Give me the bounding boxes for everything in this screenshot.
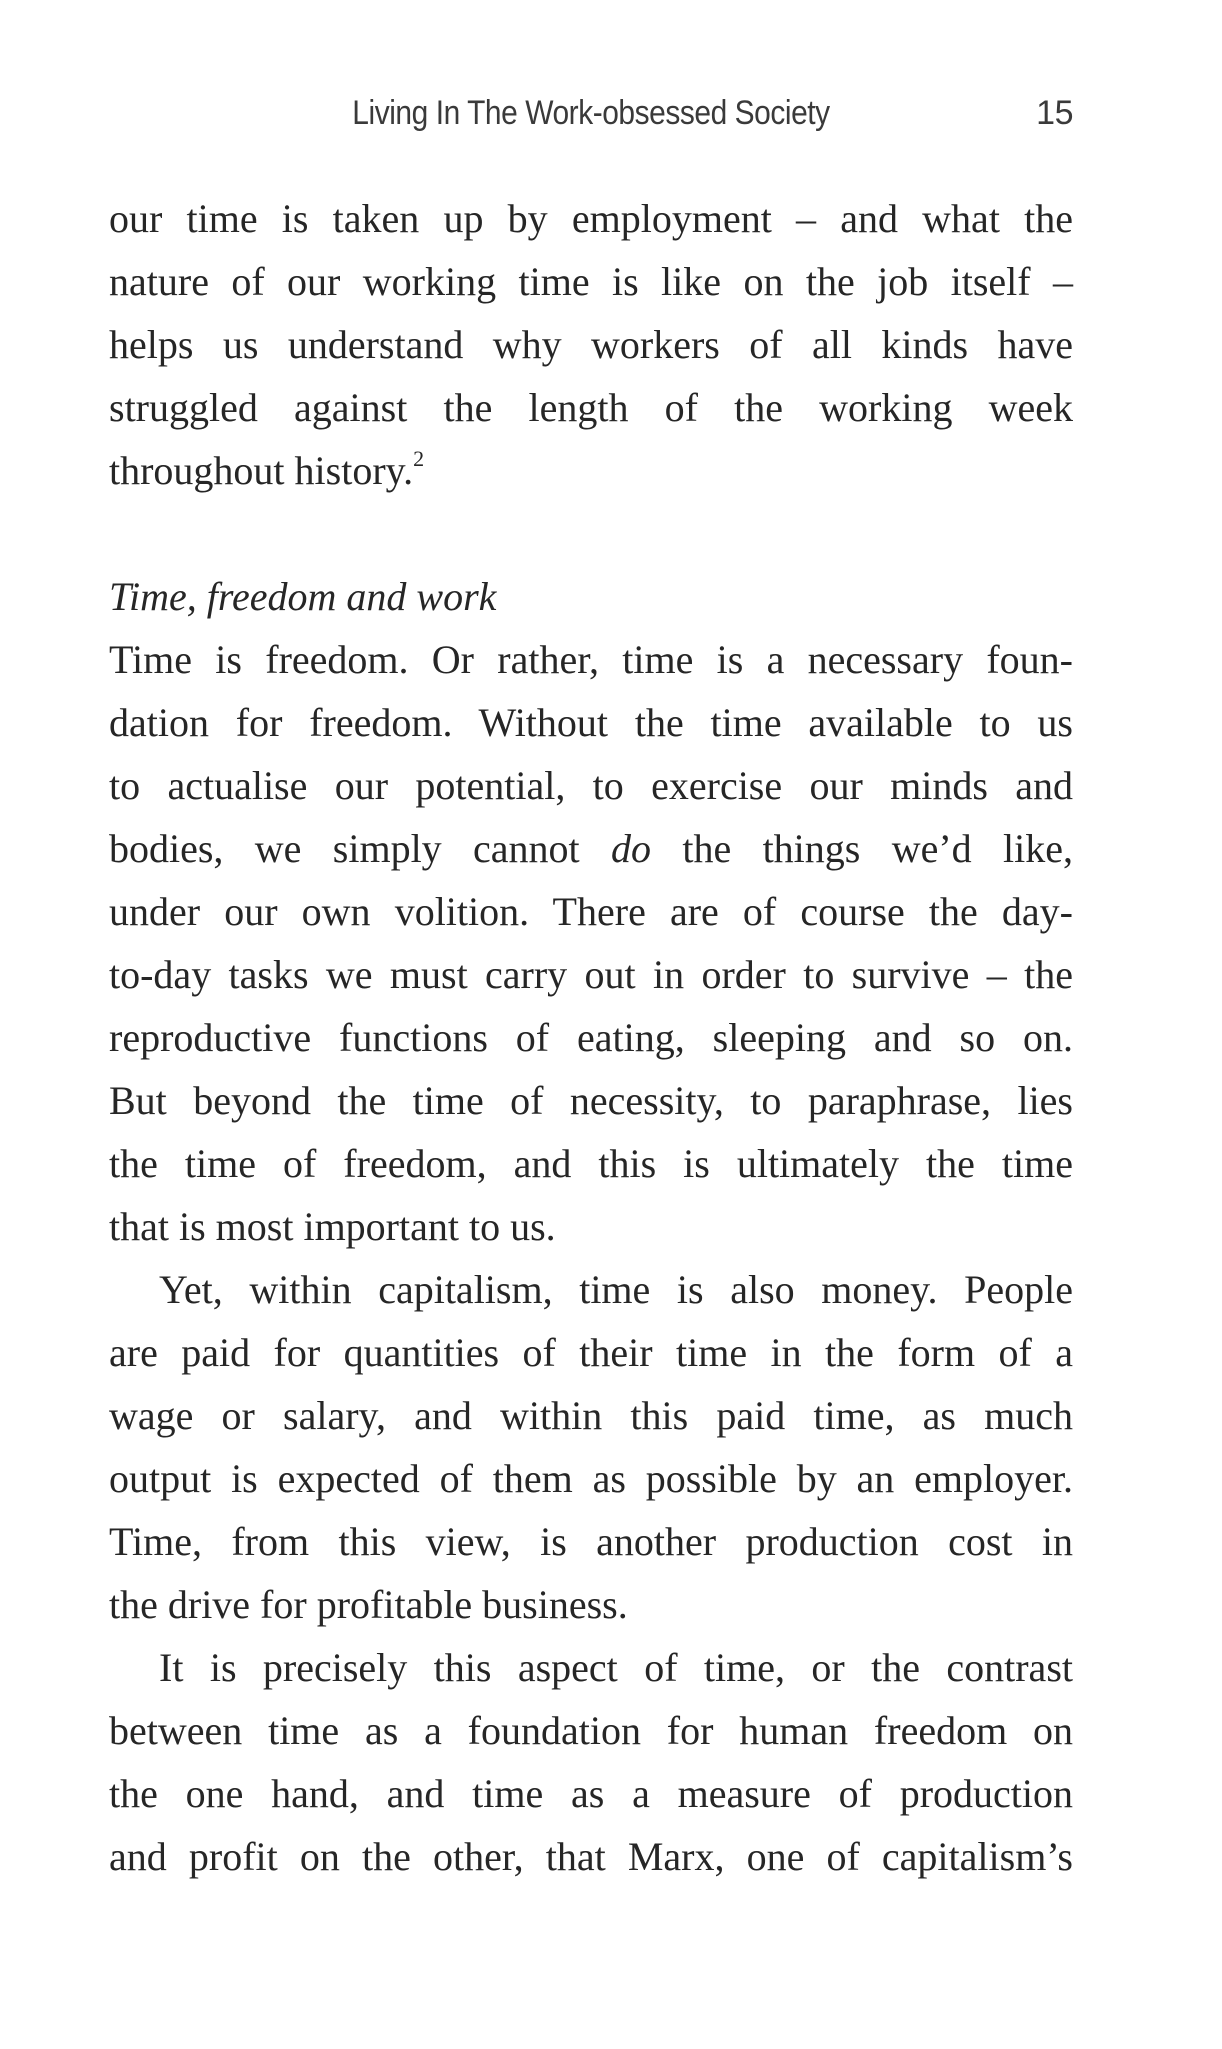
text-segment: reproductive functions of eating, sleeping and so on.	[109, 1015, 1073, 1060]
text-line	[109, 880, 1073, 943]
text-line	[109, 1573, 1073, 1636]
emphasis: do	[611, 826, 651, 871]
text-segment: between time as a foundation for human freedom on	[109, 1708, 1073, 1753]
text-line	[109, 1321, 1073, 1384]
text-line	[109, 1132, 1073, 1195]
footnote-marker: 2	[413, 446, 425, 471]
text-segment: helps us understand why workers of all kinds have	[109, 322, 1073, 367]
text-segment: that is most important to us.	[109, 1204, 556, 1249]
text-line	[109, 187, 1073, 250]
text-line	[109, 439, 1073, 502]
text-segment: throughout history.	[109, 448, 414, 493]
text-line	[109, 1762, 1073, 1825]
text-segment: to-day tasks we must carry out in order to survive – the	[109, 952, 1073, 997]
text-line	[109, 691, 1073, 754]
text-line	[109, 1447, 1073, 1510]
text-segment: struggled against the length of the working week	[109, 385, 1073, 430]
text-line	[109, 1699, 1073, 1762]
text-segment: to actualise our potential, to exercise our minds and	[109, 763, 1073, 808]
text-segment: Time, from this view, is another production cost in	[109, 1519, 1073, 1564]
text-line	[109, 1258, 1073, 1321]
text-line	[109, 376, 1073, 439]
text-line	[109, 1636, 1073, 1699]
text-line	[109, 250, 1073, 313]
text-segment: wage or salary, and within this paid time, as much	[109, 1393, 1073, 1438]
page-number: 15	[1036, 94, 1073, 132]
text-segment: our time is taken up by employment – and what the	[109, 196, 1073, 241]
text-segment: But beyond the time of necessity, to paraphrase, lies	[109, 1078, 1073, 1123]
text-line	[109, 1384, 1073, 1447]
spacer	[109, 502, 1073, 565]
text-segment: output is expected of them as possible by an employer.	[109, 1456, 1073, 1501]
text-segment: Time is freedom. Or rather, time is a necessary foun-	[109, 637, 1073, 682]
paragraph	[109, 1258, 1073, 1636]
text-line	[109, 754, 1073, 817]
paragraph	[109, 628, 1073, 1258]
text-segment: under our own volition. There are of course the day-	[109, 889, 1073, 934]
text-segment: and profit on the other, that Marx, one of capitalism’s	[109, 1834, 1073, 1879]
text-segment: nature of our working time is like on the job itself –	[109, 259, 1073, 304]
section-heading: Time, freedom and work	[109, 574, 497, 619]
text-segment: the drive for profitable business.	[109, 1582, 628, 1627]
text-line	[109, 1006, 1073, 1069]
text-segment: dation for freedom. Without the time available to us	[109, 700, 1073, 745]
text-line	[109, 943, 1073, 1006]
running-title: Living In The Work-obsessed Society	[352, 94, 830, 132]
paragraph	[109, 187, 1073, 502]
page-body	[109, 187, 1073, 1888]
text-segment: are paid for quantities of their time in the form of a	[109, 1330, 1073, 1375]
text-segment: bodies, we simply cannot	[109, 826, 611, 871]
paragraph	[109, 1636, 1073, 1888]
text-line	[109, 1069, 1073, 1132]
text-segment: the one hand, and time as a measure of production	[109, 1771, 1073, 1816]
text-segment: It is precisely this aspect of time, or the contrast	[159, 1645, 1073, 1690]
text-segment: the time of freedom, and this is ultimately the time	[109, 1141, 1073, 1186]
text-line	[109, 1510, 1073, 1573]
text-line	[109, 628, 1073, 691]
text-segment: Yet, within capitalism, time is also money. People	[159, 1267, 1073, 1312]
text-segment: the things we’d like,	[651, 826, 1073, 871]
text-line	[109, 313, 1073, 376]
text-line	[109, 1825, 1073, 1888]
running-header	[109, 94, 1073, 144]
text-line	[109, 1195, 1073, 1258]
text-line	[109, 817, 1073, 880]
